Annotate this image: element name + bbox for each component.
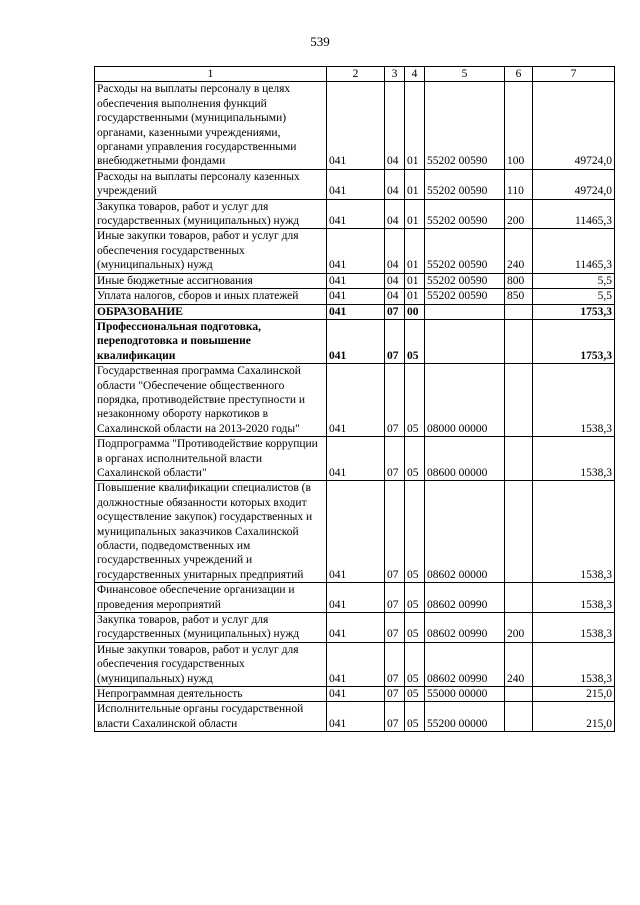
subsection-code-cell: 05 (405, 687, 425, 702)
ministry-code-cell: 041 (327, 304, 385, 319)
amount-cell: 1753,3 (533, 304, 615, 319)
table-row (95, 169, 615, 199)
amount-cell: 1538,3 (533, 437, 615, 481)
subsection-code-cell: 01 (405, 289, 425, 304)
ministry-code-cell: 041 (327, 364, 385, 437)
ministry-code-cell: 041 (327, 199, 385, 229)
ministry-code-cell: 041 (327, 642, 385, 686)
ministry-code-cell: 041 (327, 481, 385, 583)
target-article-cell: 55202 00590 (425, 273, 505, 288)
target-article-cell: 08602 00990 (425, 613, 505, 643)
ministry-code-cell: 041 (327, 289, 385, 304)
subsection-code-cell: 01 (405, 273, 425, 288)
ministry-code-cell: 041 (327, 687, 385, 702)
subsection-code-cell: 05 (405, 364, 425, 437)
amount-cell: 11465,3 (533, 229, 615, 273)
table-row (95, 289, 615, 304)
table-row (95, 642, 615, 686)
ministry-code-cell: 041 (327, 613, 385, 643)
section-code-cell: 07 (385, 319, 405, 363)
target-article-cell: 08602 00990 (425, 642, 505, 686)
item-name-cell: Закупка товаров, работ и услуг для государственных (муниципальных) нужд (95, 199, 327, 229)
header-cell-5: 5 (425, 67, 505, 82)
subsection-code-cell: 01 (405, 169, 425, 199)
header-cell-6: 6 (505, 67, 533, 82)
target-article-cell (425, 304, 505, 319)
page-number: 539 (310, 34, 330, 49)
section-code-cell: 04 (385, 199, 405, 229)
ministry-code-cell: 041 (327, 229, 385, 273)
subsection-code-cell: 05 (405, 437, 425, 481)
amount-cell: 1538,3 (533, 583, 615, 613)
ministry-code-cell: 041 (327, 702, 385, 732)
item-name-cell: Государственная программа Сахалинской области "Обеспечение общественного порядка, противодействие преступности и незаконному обороту наркотиков в Сахалинской области на 2013-2020 годы" (95, 364, 327, 437)
amount-cell: 11465,3 (533, 199, 615, 229)
amount-cell: 1538,3 (533, 481, 615, 583)
ministry-code-cell: 041 (327, 437, 385, 481)
table-row (95, 229, 615, 273)
amount-cell: 1538,3 (533, 613, 615, 643)
section-code-cell: 04 (385, 289, 405, 304)
subsection-code-cell: 01 (405, 229, 425, 273)
subsection-code-cell: 01 (405, 199, 425, 229)
section-code-cell: 07 (385, 687, 405, 702)
amount-cell: 49724,0 (533, 82, 615, 169)
table-row (95, 304, 615, 319)
subsection-code-cell: 05 (405, 583, 425, 613)
section-code-cell: 07 (385, 702, 405, 732)
target-article-cell: 55202 00590 (425, 229, 505, 273)
expense-type-cell: 110 (505, 169, 533, 199)
amount-cell: 1538,3 (533, 642, 615, 686)
table-row (95, 82, 615, 169)
expense-type-cell: 850 (505, 289, 533, 304)
target-article-cell: 55202 00590 (425, 289, 505, 304)
expense-type-cell: 200 (505, 613, 533, 643)
table-row (95, 481, 615, 583)
item-name-cell: Профессиональная подготовка, переподготовка и повышение квалификации (95, 319, 327, 363)
item-name-cell: Уплата налогов, сборов и иных платежей (95, 289, 327, 304)
table-row (95, 583, 615, 613)
target-article-cell: 08602 00990 (425, 583, 505, 613)
subsection-code-cell: 00 (405, 304, 425, 319)
item-name-cell: Финансовое обеспечение организации и проведения мероприятий (95, 583, 327, 613)
ministry-code-cell: 041 (327, 583, 385, 613)
section-code-cell: 07 (385, 642, 405, 686)
amount-cell: 5,5 (533, 273, 615, 288)
item-name-cell: Иные бюджетные ассигнования (95, 273, 327, 288)
amount-cell: 1753,3 (533, 319, 615, 363)
table-row (95, 702, 615, 732)
subsection-code-cell: 05 (405, 642, 425, 686)
item-name-cell: Иные закупки товаров, работ и услуг для обеспечения государственных (муниципальных) нужд (95, 642, 327, 686)
section-code-cell: 04 (385, 169, 405, 199)
target-article-cell: 08000 00000 (425, 364, 505, 437)
expense-type-cell (505, 364, 533, 437)
item-name-cell: Подпрограмма "Противодействие коррупции в органах исполнительной власти Сахалинской области" (95, 437, 327, 481)
header-cell-4: 4 (405, 67, 425, 82)
section-code-cell: 07 (385, 583, 405, 613)
subsection-code-cell: 01 (405, 82, 425, 169)
ministry-code-cell: 041 (327, 169, 385, 199)
expense-type-cell (505, 583, 533, 613)
table-row (95, 273, 615, 288)
amount-cell: 5,5 (533, 289, 615, 304)
expense-type-cell: 100 (505, 82, 533, 169)
budget-table (94, 66, 615, 732)
section-code-cell: 04 (385, 229, 405, 273)
section-code-cell: 07 (385, 613, 405, 643)
subsection-code-cell: 05 (405, 481, 425, 583)
expense-type-cell (505, 304, 533, 319)
table-row (95, 437, 615, 481)
section-code-cell: 07 (385, 437, 405, 481)
target-article-cell: 55202 00590 (425, 199, 505, 229)
table-row (95, 364, 615, 437)
table-row (95, 687, 615, 702)
target-article-cell: 55202 00590 (425, 82, 505, 169)
target-article-cell (425, 319, 505, 363)
item-name-cell: Исполнительные органы государственной власти Сахалинской области (95, 702, 327, 732)
header-cell-1: 1 (95, 67, 327, 82)
target-article-cell: 55200 00000 (425, 702, 505, 732)
expense-type-cell: 240 (505, 229, 533, 273)
target-article-cell: 08602 00000 (425, 481, 505, 583)
table-row (95, 319, 615, 363)
header-cell-7: 7 (533, 67, 615, 82)
amount-cell: 1538,3 (533, 364, 615, 437)
section-code-cell: 07 (385, 304, 405, 319)
expense-type-cell (505, 437, 533, 481)
header-cell-3: 3 (385, 67, 405, 82)
amount-cell: 215,0 (533, 702, 615, 732)
ministry-code-cell: 041 (327, 273, 385, 288)
item-name-cell: Расходы на выплаты персоналу в целях обеспечения выполнения функций государственными (муниципальными) органами, казенными учреждениями, органами управления государственными внебюджетными фондами (95, 82, 327, 169)
item-name-cell: ОБРАЗОВАНИЕ (95, 304, 327, 319)
section-code-cell: 04 (385, 82, 405, 169)
section-code-cell: 04 (385, 273, 405, 288)
subsection-code-cell: 05 (405, 319, 425, 363)
item-name-cell: Непрограммная деятельность (95, 687, 327, 702)
expense-type-cell (505, 481, 533, 583)
table-row (95, 613, 615, 643)
item-name-cell: Расходы на выплаты персоналу казенных учреждений (95, 169, 327, 199)
target-article-cell: 55000 00000 (425, 687, 505, 702)
expense-type-cell (505, 702, 533, 732)
subsection-code-cell: 05 (405, 702, 425, 732)
section-code-cell: 07 (385, 364, 405, 437)
amount-cell: 215,0 (533, 687, 615, 702)
expense-type-cell (505, 319, 533, 363)
expense-type-cell: 800 (505, 273, 533, 288)
expense-type-cell: 240 (505, 642, 533, 686)
item-name-cell: Иные закупки товаров, работ и услуг для обеспечения государственных (муниципальных) нужд (95, 229, 327, 273)
ministry-code-cell: 041 (327, 319, 385, 363)
ministry-code-cell: 041 (327, 82, 385, 169)
header-row (95, 67, 615, 82)
target-article-cell: 08600 00000 (425, 437, 505, 481)
subsection-code-cell: 05 (405, 613, 425, 643)
item-name-cell: Закупка товаров, работ и услуг для государственных (муниципальных) нужд (95, 613, 327, 643)
item-name-cell: Повышение квалификации специалистов (в должностные обязанности которых входит осуществление закупок) государственных и муниципальных заказчиков Сахалинской области, подведомственных им государственных учреждений и государственных унитарных предприятий (95, 481, 327, 583)
header-cell-2: 2 (327, 67, 385, 82)
amount-cell: 49724,0 (533, 169, 615, 199)
table-row (95, 199, 615, 229)
expense-type-cell: 200 (505, 199, 533, 229)
target-article-cell: 55202 00590 (425, 169, 505, 199)
expense-type-cell (505, 687, 533, 702)
section-code-cell: 07 (385, 481, 405, 583)
